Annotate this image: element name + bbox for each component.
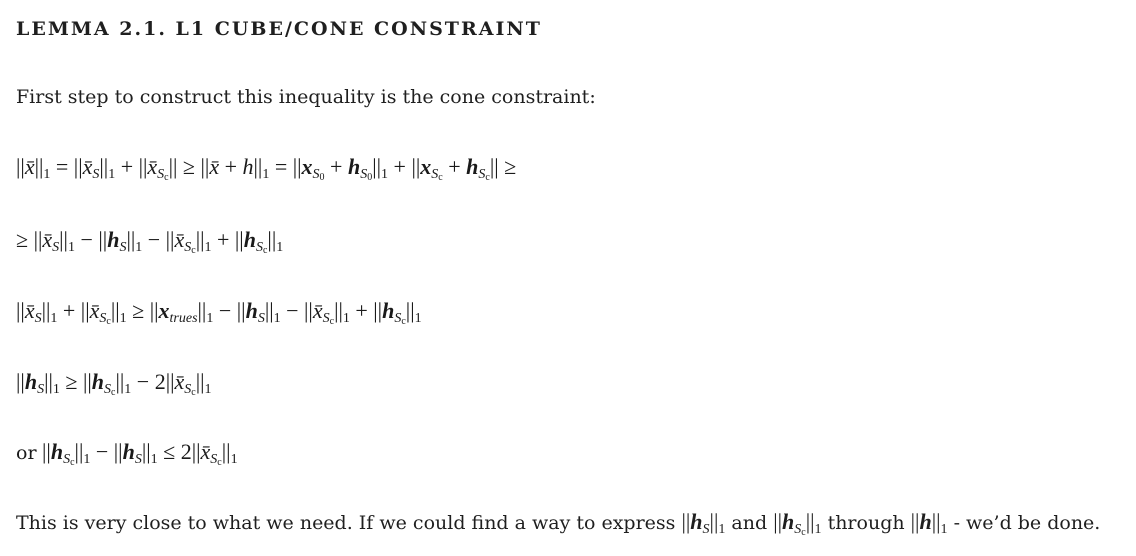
- equation-3: $||x̄_S||_1$ + $||x̄_{S_c}||_1 \ge ||x_{trues}||_1 - ||h_S||_1$ − $||x̄_{S_c}||_1 + ||h_{S_c}||_1$: [16, 298, 422, 327]
- equation-2: ≥ $||x̄_S||_1 - ||h_S||_1$ − $||x̄_{S_c}||_1 + ||h_{S_c}||_1$: [16, 227, 284, 256]
- equation-4: $||h_S||_1 \ge ||h_{S_c}||_1$ − $2||x̄_{S_c}||_1$: [16, 369, 212, 398]
- closing-part2: and: [731, 512, 768, 534]
- equation-5: or $||h_{S_c}||_1 - ||h_S||_1$ ≤ $2||x̄_{S_c}||_1$: [16, 439, 238, 468]
- closing-paragraph: [16, 509, 1101, 538]
- inline-math-hsc: $||h_{S_c}||_1$: [773, 509, 822, 538]
- intro-paragraph: First step to construct this inequality is the cone constraint:: [16, 86, 596, 108]
- inline-math-hs: $||h_S||_1$: [681, 509, 726, 537]
- lemma-heading: LEMMA 2.1. L1 CUBE/CONE CONSTRAINT: [16, 18, 542, 40]
- closing-part1: This is very close to what we need. If we could find a way to express: [16, 512, 676, 534]
- closing-part3: through: [827, 512, 905, 534]
- inline-math-h: $||h||_1$: [910, 509, 948, 537]
- closing-part4: - we’d be done.: [953, 512, 1101, 534]
- equation-1: $||x̄||_1$ = $||x̄_S||_1$ + $||x̄_{S_c}||$ ≥ ||x̄ + $h||_1 = ||x_{S_0} + h_{S_0}||_1 + ||x_{S_c} + h_{S_c}||$ ≥: [16, 154, 517, 183]
- or-word: or: [16, 442, 37, 464]
